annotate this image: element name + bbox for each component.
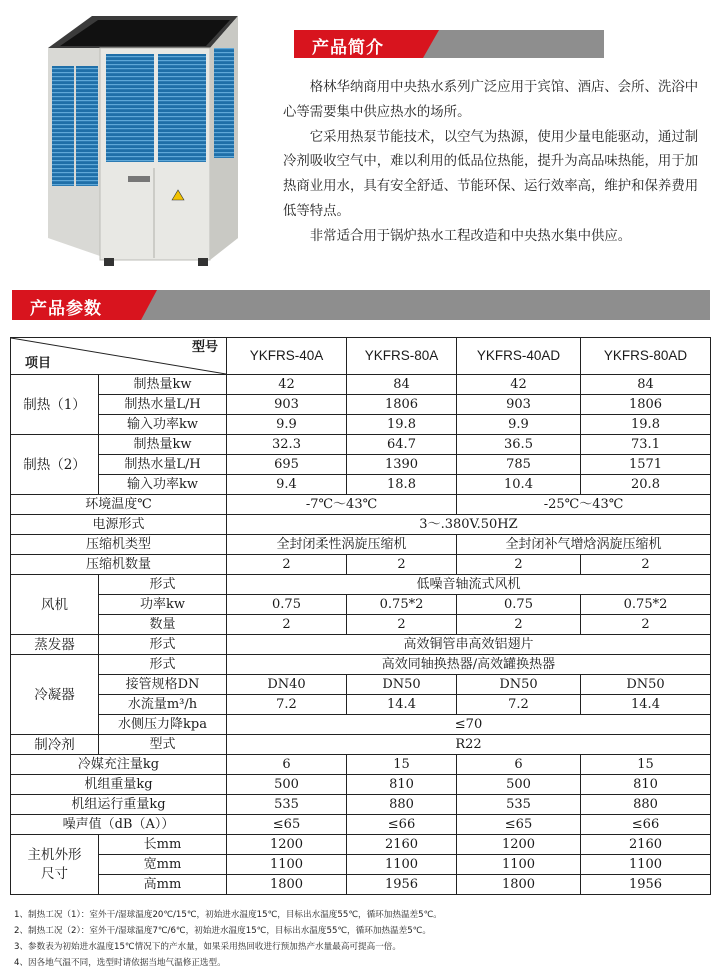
cell: 1800 bbox=[227, 875, 347, 895]
row-label: 冷媒充注量kg bbox=[11, 755, 227, 775]
cell: ≤66 bbox=[347, 815, 457, 835]
cell: 2 bbox=[457, 555, 581, 575]
row-label: 制热量kw bbox=[99, 435, 227, 455]
table-row bbox=[11, 435, 711, 455]
table-row bbox=[11, 735, 711, 755]
cell: 64.7 bbox=[347, 435, 457, 455]
cell: 84 bbox=[581, 375, 711, 395]
condenser-group: 冷凝器 bbox=[11, 655, 99, 735]
table-row bbox=[11, 495, 711, 515]
cell: 1100 bbox=[457, 855, 581, 875]
table-row bbox=[11, 375, 711, 395]
table-row bbox=[11, 695, 711, 715]
intro-paragraph: 格林华纳商用中央热水系列广泛应用于宾馆、酒店、会所、洗浴中心等需要集中供应热水的场所。 bbox=[283, 80, 699, 120]
cell: -7℃～43℃ bbox=[227, 495, 457, 515]
row-label: 输入功率kw bbox=[99, 475, 227, 495]
cell: 高效同轴换热器/高效罐换热器 bbox=[227, 655, 711, 675]
row-label: 形式 bbox=[99, 575, 227, 595]
row-label: 高mm bbox=[99, 875, 227, 895]
table-row bbox=[11, 475, 711, 495]
cell: 2 bbox=[227, 615, 347, 635]
table-row bbox=[11, 755, 711, 775]
row-label: 接管规格DN bbox=[99, 675, 227, 695]
row-label: 输入功率kw bbox=[99, 415, 227, 435]
cell: 14.4 bbox=[347, 695, 457, 715]
table-row bbox=[11, 815, 711, 835]
table-row bbox=[11, 575, 711, 595]
table-row bbox=[11, 555, 711, 575]
cell: 1200 bbox=[227, 835, 347, 855]
intro-title: 产品简介 bbox=[312, 38, 384, 58]
cell: 535 bbox=[457, 795, 581, 815]
cell: 1100 bbox=[581, 855, 711, 875]
cell: 2 bbox=[581, 615, 711, 635]
cell: 1100 bbox=[227, 855, 347, 875]
footnotes bbox=[14, 907, 442, 971]
cell: 1806 bbox=[347, 395, 457, 415]
cell: 全封闭柔性涡旋压缩机 bbox=[227, 535, 457, 555]
cell: 500 bbox=[227, 775, 347, 795]
cell: ≤66 bbox=[581, 815, 711, 835]
row-label: 型式 bbox=[99, 735, 227, 755]
cell: 2 bbox=[457, 615, 581, 635]
cell: ≤70 bbox=[227, 715, 711, 735]
row-label: 数量 bbox=[99, 615, 227, 635]
row-label: 功率kw bbox=[99, 595, 227, 615]
heating1-group: 制热（1） bbox=[11, 375, 99, 435]
footnote: 4、因各地气温不同，选型时请依据当地气温修正选型。 bbox=[14, 958, 226, 968]
table-row bbox=[11, 715, 711, 735]
cell: 19.8 bbox=[347, 415, 457, 435]
intro-paragraph: 非常适合用于锅炉热水工程改造和中央热水集中供应。 bbox=[309, 228, 632, 244]
heat-pump-unit-image bbox=[40, 8, 245, 270]
cell: 18.8 bbox=[347, 475, 457, 495]
cell: 500 bbox=[457, 775, 581, 795]
row-label: 形式 bbox=[99, 635, 227, 655]
cell: 810 bbox=[347, 775, 457, 795]
cell: DN40 bbox=[227, 675, 347, 695]
cell: 19.8 bbox=[581, 415, 711, 435]
cell: 0.75 bbox=[227, 595, 347, 615]
table-row bbox=[11, 395, 711, 415]
cell: 高效铜管串高效铝翅片 bbox=[227, 635, 711, 655]
model-header: YKFRS-80A bbox=[347, 338, 457, 375]
cell: 全封闭补气增焓涡旋压缩机 bbox=[457, 535, 711, 555]
table-row bbox=[11, 655, 711, 675]
cell: 810 bbox=[581, 775, 711, 795]
table-row bbox=[11, 835, 711, 855]
model-header: YKFRS-40A bbox=[227, 338, 347, 375]
cell: ≤65 bbox=[457, 815, 581, 835]
cell: 1390 bbox=[347, 455, 457, 475]
row-label: 水流量m³/h bbox=[99, 695, 227, 715]
model-header: YKFRS-80AD bbox=[581, 338, 711, 375]
cell: 2 bbox=[347, 555, 457, 575]
table-header-row bbox=[11, 338, 711, 375]
row-label: 压缩机数量 bbox=[11, 555, 227, 575]
cell: 9.9 bbox=[457, 415, 581, 435]
cell: 6 bbox=[457, 755, 581, 775]
cell: 1956 bbox=[347, 875, 457, 895]
cell: 1956 bbox=[581, 875, 711, 895]
cell: 9.4 bbox=[227, 475, 347, 495]
row-label: 制热量kw bbox=[99, 375, 227, 395]
intro-title-bar bbox=[294, 30, 604, 58]
cell: 695 bbox=[227, 455, 347, 475]
cell: 36.5 bbox=[457, 435, 581, 455]
table-row bbox=[11, 535, 711, 555]
cell: 2 bbox=[581, 555, 711, 575]
item-label: 项目 bbox=[25, 356, 52, 371]
intro-text bbox=[283, 76, 703, 250]
footnote: 3、参数表为初始进水温度15℃情况下的产水量，如果采用热回收进行预加热产水量最高可提高一倍。 bbox=[14, 942, 401, 952]
table-row bbox=[11, 595, 711, 615]
row-label: 宽mm bbox=[99, 855, 227, 875]
cell: 7.2 bbox=[457, 695, 581, 715]
cell: 15 bbox=[581, 755, 711, 775]
cell: DN50 bbox=[457, 675, 581, 695]
cell: 0.75 bbox=[457, 595, 581, 615]
table-row bbox=[11, 875, 711, 895]
cell: DN50 bbox=[347, 675, 457, 695]
cell: 1800 bbox=[457, 875, 581, 895]
table-row bbox=[11, 415, 711, 435]
evaporator-group: 蒸发器 bbox=[11, 635, 99, 655]
cell: 15 bbox=[347, 755, 457, 775]
row-label: 环境温度℃ bbox=[11, 495, 227, 515]
cell: 6 bbox=[227, 755, 347, 775]
cell: 1806 bbox=[581, 395, 711, 415]
cell: 2 bbox=[227, 555, 347, 575]
cell: 0.75*2 bbox=[347, 595, 457, 615]
cell: 7.2 bbox=[227, 695, 347, 715]
cell: 42 bbox=[457, 375, 581, 395]
cell: 10.4 bbox=[457, 475, 581, 495]
table-row bbox=[11, 795, 711, 815]
cell: 1200 bbox=[457, 835, 581, 855]
dims-group-line: 尺寸 bbox=[41, 865, 68, 882]
cell: 1100 bbox=[347, 855, 457, 875]
row-label: 机组运行重量kg bbox=[11, 795, 227, 815]
row-label: 噪声值（dB（A）） bbox=[11, 815, 227, 835]
row-label: 水侧压力降kpa bbox=[99, 715, 227, 735]
row-label: 电源形式 bbox=[11, 515, 227, 535]
cell: 880 bbox=[581, 795, 711, 815]
row-label: 制热水量L/H bbox=[99, 395, 227, 415]
model-label: 型号 bbox=[191, 340, 218, 355]
cell: 535 bbox=[227, 795, 347, 815]
cell: 2 bbox=[347, 615, 457, 635]
table-row bbox=[11, 675, 711, 695]
cell: 2160 bbox=[347, 835, 457, 855]
cell: 84 bbox=[347, 375, 457, 395]
table-row bbox=[11, 635, 711, 655]
cell: 3～.380V.50HZ bbox=[227, 515, 711, 535]
cell: 32.3 bbox=[227, 435, 347, 455]
refrigerant-group: 制冷剂 bbox=[11, 735, 99, 755]
cell: 1571 bbox=[581, 455, 711, 475]
cell: 785 bbox=[457, 455, 581, 475]
cell: 42 bbox=[227, 375, 347, 395]
cell: 低噪音轴流式风机 bbox=[227, 575, 711, 595]
table-row bbox=[11, 855, 711, 875]
cell: ≤65 bbox=[227, 815, 347, 835]
heating2-group: 制热（2） bbox=[11, 435, 99, 495]
cell: 20.8 bbox=[581, 475, 711, 495]
intro-paragraph: 它采用热泵节能技术，以空气为热源，使用少量电能驱动，通过制冷剂吸收空气中，难以利用的低品位热能，提升为高品味热能，用于加热商业用水，具有安全舒适、节能环保、运行效率高，维护和保养费用低等特点。 bbox=[283, 129, 699, 219]
cell: 0.75*2 bbox=[581, 595, 711, 615]
params-title-bar bbox=[12, 290, 710, 320]
cell: 880 bbox=[347, 795, 457, 815]
footnote: 2、制热工况（2）：室外干/湿球温度7℃/6℃，初始进水温度15℃，目标出水温度55℃，循环加热温差5℃。 bbox=[14, 926, 431, 936]
spec-table bbox=[10, 337, 711, 895]
row-label: 长mm bbox=[99, 835, 227, 855]
header-diagonal-cell bbox=[11, 338, 227, 375]
cell: DN50 bbox=[581, 675, 711, 695]
row-label: 制热水量L/H bbox=[99, 455, 227, 475]
table-row bbox=[11, 515, 711, 535]
cell: 903 bbox=[457, 395, 581, 415]
row-label: 压缩机类型 bbox=[11, 535, 227, 555]
cell: -25℃～43℃ bbox=[457, 495, 711, 515]
cell: 903 bbox=[227, 395, 347, 415]
dims-group-line: 主机外形 bbox=[27, 846, 82, 863]
dims-group bbox=[11, 835, 99, 895]
table-row bbox=[11, 775, 711, 795]
cell: 2160 bbox=[581, 835, 711, 855]
cell: 14.4 bbox=[581, 695, 711, 715]
table-row bbox=[11, 615, 711, 635]
params-title: 产品参数 bbox=[30, 299, 102, 319]
fan-group: 风机 bbox=[11, 575, 99, 635]
model-header: YKFRS-40AD bbox=[457, 338, 581, 375]
cell: 73.1 bbox=[581, 435, 711, 455]
row-label: 机组重量kg bbox=[11, 775, 227, 795]
cell: R22 bbox=[227, 735, 711, 755]
row-label: 形式 bbox=[99, 655, 227, 675]
table-row bbox=[11, 455, 711, 475]
cell: 9.9 bbox=[227, 415, 347, 435]
footnote: 1、制热工况（1）：室外干/湿球温度20℃/15℃，初始进水温度15℃，目标出水温度55℃，循环加热温差5℃。 bbox=[14, 910, 442, 920]
